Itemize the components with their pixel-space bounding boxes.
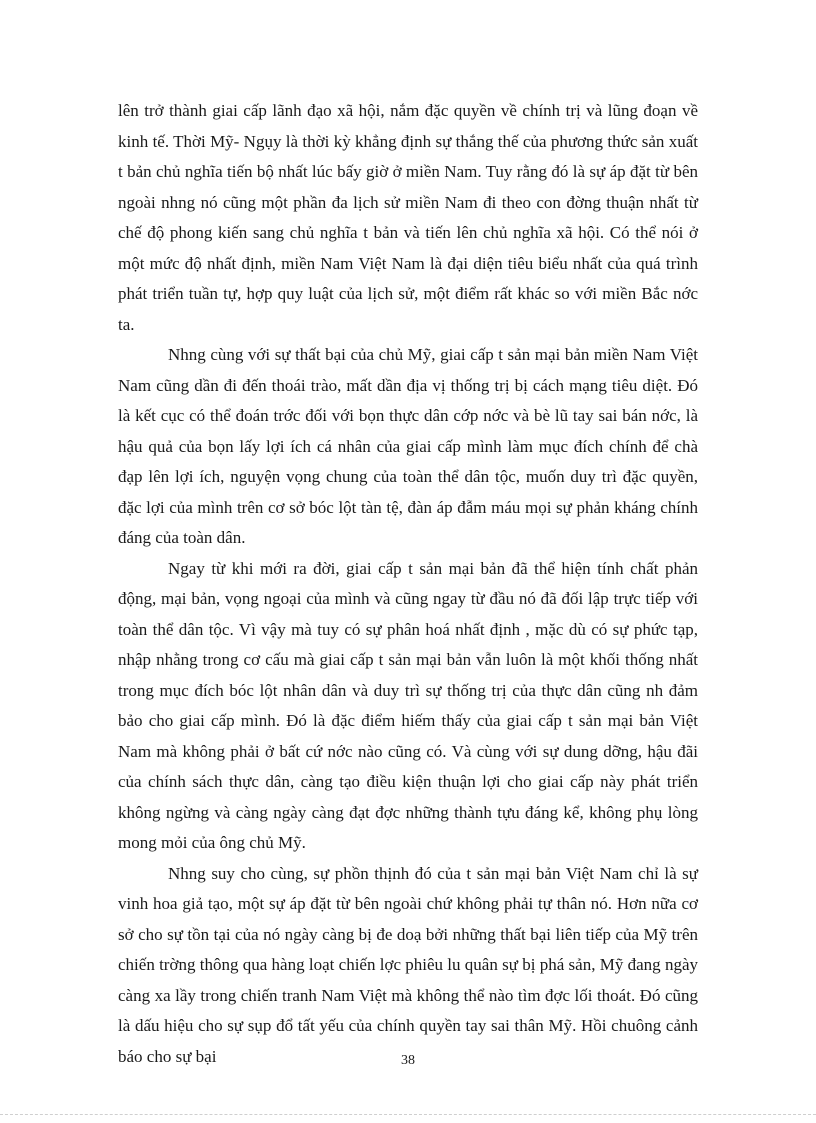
page-bottom-divider: [0, 1114, 816, 1115]
paragraph-1: lên trở thành giai cấp lãnh đạo xã hội, nắm đặc quyền về chính trị và lũng đoạn về kinh tế. Thời Mỹ- Ngụy là thời kỳ khẳng định sự thắng thế của phương thức sản xuất t bản chủ nghĩa tiến bộ nhất lúc bấy giờ ở miền Nam. Tuy rằng đó là sự áp đặt từ bên ngoài nhng nó cũng một phần đa lịch sử miền Nam đi theo con đờng thuận nhất từ chế độ phong kiến sang chủ nghĩa t bản và tiến lên chủ nghĩa xã hội. Có thể nói ở một mức độ nhất định, miền Nam Việt Nam là đại diện tiêu biểu nhất của quá trình phát triển tuần tự, hợp quy luật của lịch sử, một điểm rất khác so với miền Bắc nớc ta.: [118, 101, 698, 334]
paragraph-3: Ngay từ khi mới ra đời, giai cấp t sản mại bản đã thể hiện tính chất phản động, mại bản, vọng ngoại của mình và cũng ngay từ đầu nó đã đối lập trực tiếp với toàn thể dân tộc. Vì vậy mà tuy có sự phân hoá nhất định , mặc dù có sự phức tạp, nhập nhằng trong cơ cấu mà giai cấp t sản mại bản vẫn luôn là một khối thống nhất trong mục đích bóc lột nhân dân và duy trì sự thống trị của thực dân cũng nh đảm bảo cho giai cấp mình. Đó là đặc điểm hiếm thấy của giai cấp t sản mại bản Việt Nam mà không phải ở bất cứ nớc nào cũng có. Và cùng với sự dung dỡng, hậu đãi của chính sách thực dân, càng tạo điều kiện thuận lợi cho giai cấp này phát triển không ngừng và càng ngày càng đạt đợc những thành tựu đáng kể, không phụ lòng mong mỏi của ông chủ Mỹ.: [118, 558, 698, 852]
body-text: [118, 96, 698, 1072]
paragraph-4: Nhng suy cho cùng, sự phồn thịnh đó của t sản mại bản Việt Nam chỉ là sự vinh hoa giả tạo, một sự áp đặt từ bên ngoài chứ không phải tự thân nó. Hơn nữa cơ sở cho sự tồn tại của nó ngày càng bị đe doạ bởi những thất bại liên tiếp của Mỹ trên chiến trờng thông qua hàng loạt chiến lợc phiêu lu quân sự bị phá sản, Mỹ đang ngày càng xa lầy trong chiến tranh Nam Việt mà không thể nào tìm đợc lối thoát. Đó cũng là dấu hiệu cho sự sụp đổ tất yếu của chính quyền tay sai thân Mỹ. Hồi chuông cảnh báo cho sự bại: [118, 863, 698, 1066]
page-number: 38: [401, 1053, 415, 1068]
paragraph-2: Nhng cùng với sự thất bại của chủ Mỹ, giai cấp t sản mại bản miền Nam Việt Nam cũng dần đi đến thoái trào, mất dần địa vị thống trị bị cách mạng tiêu diệt. Đó là kết cục có thể đoán trớc đối với bọn thực dân cớp nớc và bè lũ tay sai bán nớc, là hậu quả của bọn lấy lợi ích cá nhân của giai cấp mình làm mục đích chính để chà đạp lên lợi ích, nguyện vọng chung của toàn thể dân tộc, muốn duy trì đặc quyền, đặc lợi của mình trên cơ sở bóc lột tàn tệ, đàn áp đẫm máu mọi sự phản kháng chính đáng của toàn dân.: [118, 345, 698, 547]
